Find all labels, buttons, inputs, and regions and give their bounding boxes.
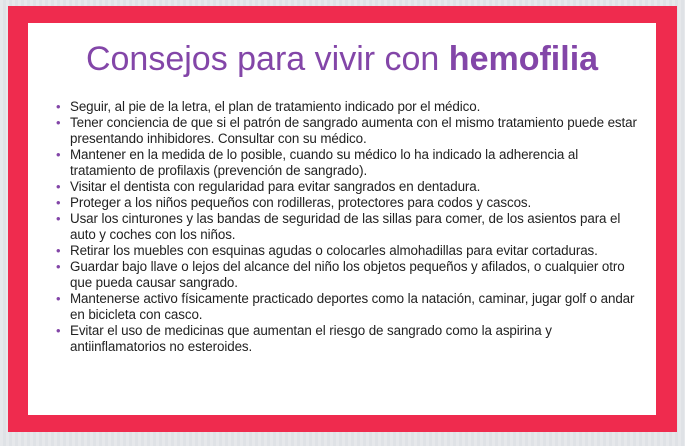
tip-text: Evitar el uso de medicinas que aumentan el riesgo de sangrado como la aspirina y antiinflamatorios no esteroides.	[70, 323, 552, 354]
tip-text: Retirar los muebles con esquinas agudas o colocarles almohadillas para evitar cortaduras.	[70, 243, 598, 258]
title-emphasis: hemofilia	[448, 40, 599, 78]
bullet-icon: •	[56, 195, 61, 210]
bullet-icon: •	[56, 243, 61, 258]
tip-text: Mantenerse activo físicamente practicado deportes como la natación, caminar, jugar golf o andar en bicicleta con casco.	[70, 291, 635, 322]
tip-text: Proteger a los niños pequeños con rodilleras, protectores para codos y cascos.	[70, 195, 532, 210]
list-item	[56, 211, 646, 243]
bullet-icon: •	[56, 291, 61, 306]
title-prefix: Consejos para vivir con	[85, 40, 440, 78]
bullet-icon: •	[56, 115, 61, 130]
content-panel	[28, 23, 656, 415]
list-item	[56, 243, 646, 259]
list-item	[56, 115, 646, 147]
bullet-icon: •	[56, 323, 61, 338]
list-item	[56, 195, 646, 211]
page-title	[28, 39, 656, 79]
tip-text: Tener conciencia de que si el patrón de sangrado aumenta con el mismo tratamiento puede estar presentando inhibidores. Consultar con su médico.	[70, 115, 637, 146]
bullet-icon: •	[56, 211, 61, 226]
list-item	[56, 259, 646, 291]
red-border-frame	[8, 6, 677, 432]
list-item	[56, 179, 646, 195]
list-item	[56, 147, 646, 179]
list-item	[56, 99, 646, 115]
tip-text: Mantener en la medida de lo posible, cuando su médico lo ha indicado la adherencia al tratamiento de profilaxis (prevención de sangrado).	[70, 147, 579, 178]
tips-list	[56, 99, 646, 355]
bullet-icon: •	[56, 99, 61, 114]
tip-text: Usar los cinturones y las bandas de seguridad de las sillas para comer, de los asientos para el auto y coches con los niños.	[70, 211, 621, 242]
bullet-icon: •	[56, 147, 61, 162]
list-item	[56, 291, 646, 323]
tip-text: Seguir, al pie de la letra, el plan de tratamiento indicado por el médico.	[70, 99, 481, 114]
tip-text: Visitar el dentista con regularidad para evitar sangrados en dentadura.	[70, 179, 481, 194]
tip-text: Guardar bajo llave o lejos del alcance del niño los objetos pequeños y afilados, o cualquier otro que pueda causar sangrado.	[70, 259, 625, 290]
bullet-icon: •	[56, 259, 61, 274]
bullet-icon: •	[56, 179, 61, 194]
list-item	[56, 323, 646, 355]
